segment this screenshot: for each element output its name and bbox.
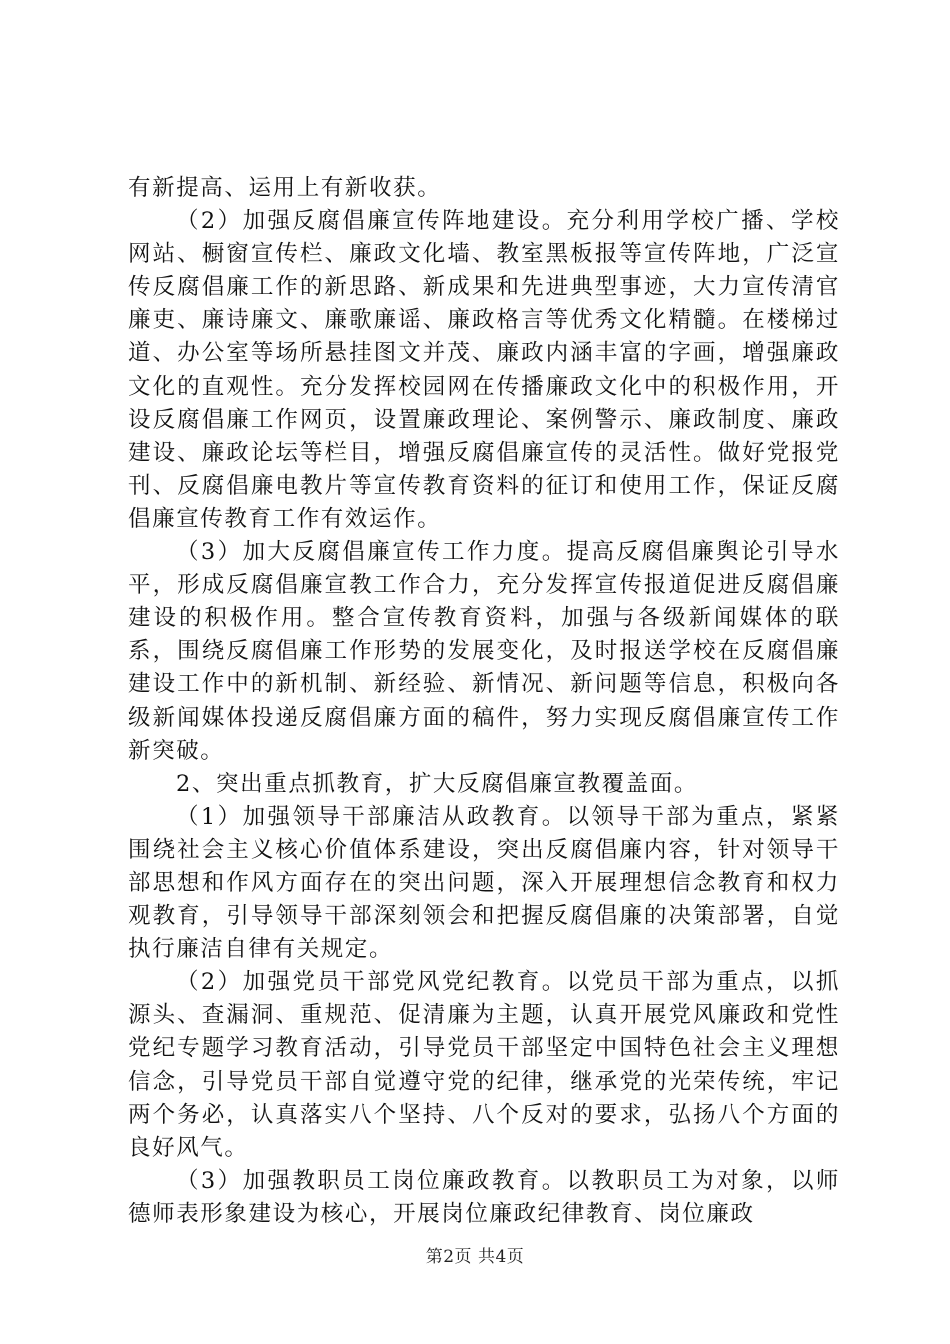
paragraph-continuation: 有新提高、运用上有新收获。 bbox=[128, 175, 442, 201]
document-body bbox=[128, 172, 840, 1231]
paragraph-staff-education: （3）加强教职员工岗位廉政教育。以教职员工为对象，以师德师表形象建设为核心，开展岗位廉政纪律教育、岗位廉政 bbox=[128, 1167, 840, 1227]
paragraph-leader-education: （1）加强领导干部廉洁从政教育。以领导干部为重点，紧紧围绕社会主义核心价值体系建设，突出反腐倡廉内容，针对领导干部思想和作风方面存在的突出问题，深入开展理想信念教育和权力观教育，引导领导干部深刻领会和把握反腐倡廉的决策部署，自觉执行廉洁自律有关规定。 bbox=[128, 803, 840, 963]
page-footer: 第2页 共4页 bbox=[425, 1247, 525, 1267]
paragraph-publicity-efforts: （3）加大反腐倡廉宣传工作力度。提高反腐倡廉舆论引导水平，形成反腐倡廉宣教工作合力，充分发挥宣传报道促进反腐倡廉建设的积极作用。整合宣传教育资料，加强与各级新闻媒体的联系，围绕反腐倡廉工作形势的发展变化，及时报送学校在反腐倡廉建设工作中的新机制、新经验、新情况、新问题等信息，积极向各级新闻媒体投递反腐倡廉方面的稿件，努力实现反腐倡廉宣传工作新突破。 bbox=[128, 539, 840, 764]
paragraph-party-discipline: （2）加强党员干部党风党纪教育。以党员干部为重点，以抓源头、查漏洞、重规范、促清廉为主题，认真开展党风廉政和党性党纪专题学习教育活动，引导党员干部坚定中国特色社会主义理想信念，引导党员干部自觉遵守党的纪律，继承党的光荣传统，牢记两个务必，认真落实八个坚持、八个反对的要求，弘扬八个方面的良好风气。 bbox=[128, 969, 840, 1161]
section-heading-education: 2、突出重点抓教育，扩大反腐倡廉宣教覆盖面。 bbox=[176, 770, 699, 797]
paragraph-publicity-positions: （2）加强反腐倡廉宣传阵地建设。充分利用学校广播、学校网站、橱窗宣传栏、廉政文化墙、教室黑板报等宣传阵地，广泛宣传反腐倡廉工作的新思路、新成果和先进典型事迹，大力宣传清官廉吏、廉诗廉文、廉歌廉谣、廉政格言等优秀文化精髓。在楼梯过道、办公室等场所悬挂图文并茂、廉政内涵丰富的字画，增强廉政文化的直观性。充分发挥校园网在传播廉政文化中的积极作用，开设反腐倡廉工作网页，设置廉政理论、案例警示、廉政制度、廉政建设、廉政论坛等栏目，增强反腐倡廉宣传的灵活性。做好党报党刊、反腐倡廉电教片等宣传教育资料的征订和使用工作，保证反腐倡廉宣传教育工作有效运作。 bbox=[128, 208, 840, 532]
